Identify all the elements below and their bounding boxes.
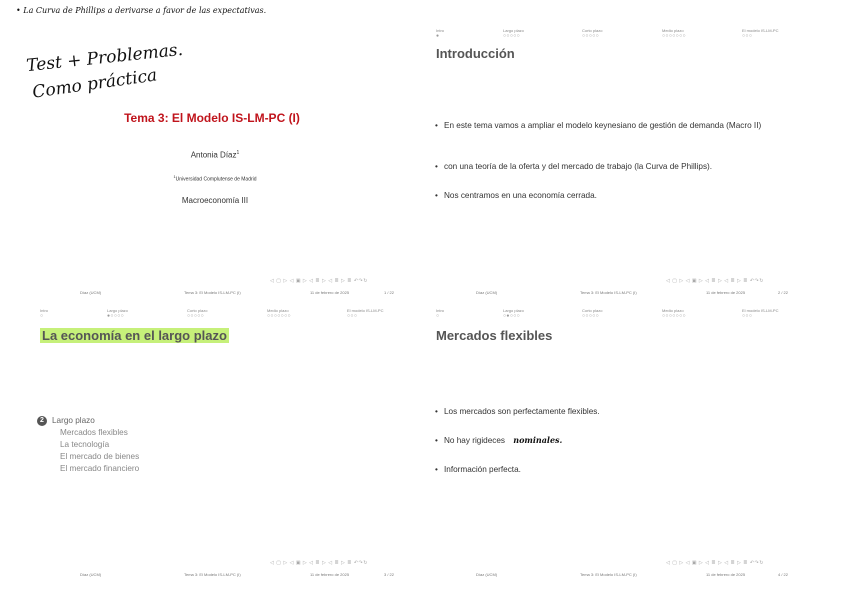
frame-title: Mercados flexibles bbox=[436, 328, 553, 343]
bullet-item: • con una teoría de la oferta y del mercado de trabajo (la Curva de Phillips). bbox=[435, 162, 713, 171]
slide-largo-plazo bbox=[0, 300, 424, 600]
author-sup: 1 bbox=[236, 150, 240, 156]
nav-section-medio[interactable]: Medio plazo ○○○○○○○ bbox=[662, 308, 686, 319]
slide-mercados-flexibles bbox=[424, 300, 848, 600]
bullet-item: • En este tema vamos a ampliar el modelo keynesiano de gestión de demanda (Macro II) bbox=[435, 121, 762, 130]
slide-introduccion bbox=[424, 0, 848, 300]
footer-talk: Tema 3: El Modelo IS-LM-PC (I) bbox=[184, 290, 241, 295]
footer-date: 11 de febrero de 2025 bbox=[706, 290, 746, 295]
nav-section-largo[interactable]: Largo plazo ●○○○○ bbox=[107, 308, 128, 319]
footer-page: 3 / 22 bbox=[384, 572, 395, 577]
slide-title bbox=[0, 0, 424, 300]
bullet-item: • Información perfecta. bbox=[435, 465, 521, 474]
nav-section-largo[interactable]: Largo plazo ○●○○○ bbox=[503, 308, 524, 319]
toc-subsection[interactable]: El mercado financiero bbox=[60, 464, 140, 473]
frame-title-highlighted: La economía en el largo plazo bbox=[42, 328, 227, 343]
footer-talk: Tema 3: El Modelo IS-LM-PC (I) bbox=[580, 572, 637, 577]
course-name: Macroeconomía III bbox=[181, 196, 249, 205]
nav-section-medio[interactable]: Medio plazo ○○○○○○○ bbox=[662, 28, 686, 39]
handwritten-top-note: • La Curva de Phillips a derivarse a favor de las expectativas. bbox=[16, 6, 267, 15]
nav-section-corto[interactable]: Corto plazo ○○○○○ bbox=[582, 308, 603, 319]
footer-talk: Tema 3: El Modelo IS-LM-PC (I) bbox=[184, 572, 241, 577]
bullet-item: • Los mercados son perfectamente flexibles. bbox=[435, 407, 600, 416]
nav-section-intro[interactable]: Intro ○ bbox=[436, 308, 445, 319]
nav-section-corto[interactable]: Corto plazo ○○○○○ bbox=[187, 308, 208, 319]
handwritten-test-note: Test + Problemas. bbox=[25, 39, 184, 77]
beamer-navigation-icons[interactable]: ◁ ▢ ▷ ◁ ▣ ▷ ◁ ≣ ▷ ◁ ≣ ▷ ≣ ↶↷↻ bbox=[666, 278, 764, 284]
nav-section-medio[interactable]: Medio plazo ○○○○○○○ bbox=[267, 308, 291, 319]
footer-date: 11 de febrero de 2025 bbox=[310, 290, 350, 295]
footer-page: 4 / 22 bbox=[778, 572, 789, 577]
nav-section-intro[interactable]: Intro ○ bbox=[40, 308, 49, 319]
affiliation bbox=[0, 174, 424, 183]
author-text: Antonia Díaz bbox=[190, 150, 237, 160]
footer-author: Díaz (UCM) bbox=[476, 572, 498, 577]
presentation-title: Tema 3: El Modelo IS-LM-PC (I) bbox=[124, 111, 300, 125]
nav-section-islmpc[interactable]: El modelo IS-LM-PC ○○○ bbox=[347, 308, 384, 319]
footer-date: 11 de febrero de 2025 bbox=[706, 572, 746, 577]
beamer-navigation-icons[interactable]: ◁ ▢ ▷ ◁ ▣ ▷ ◁ ≣ ▷ ◁ ≣ ▷ ≣ ↶↷↻ bbox=[666, 560, 764, 566]
nav-section-islmpc[interactable]: El modelo IS-LM-PC ○○○ bbox=[742, 28, 779, 39]
toc-section[interactable]: Largo plazo bbox=[52, 416, 95, 425]
affiliation-sup: 1 bbox=[173, 174, 176, 179]
nav-section-intro[interactable]: Intro ● bbox=[436, 28, 445, 39]
beamer-navigation-icons[interactable]: ◁ ▢ ▷ ◁ ▣ ▷ ◁ ≣ ▷ ◁ ≣ ▷ ≣ ↶↷↻ bbox=[270, 560, 368, 566]
footer-author: Díaz (UCM) bbox=[476, 290, 498, 295]
nav-section-corto[interactable]: Corto plazo ○○○○○ bbox=[582, 28, 603, 39]
footer-author: Díaz (UCM) bbox=[80, 290, 102, 295]
handwritten-practice-note: Como práctica bbox=[31, 65, 159, 103]
section-number-badge: 2 bbox=[37, 416, 47, 426]
footer-date: 11 de febrero de 2025 bbox=[310, 572, 350, 577]
author-name bbox=[0, 150, 424, 160]
toc-subsection[interactable]: Mercados flexibles bbox=[60, 428, 128, 437]
nav-section-islmpc[interactable]: El modelo IS-LM-PC ○○○ bbox=[742, 308, 779, 319]
footer-page: 2 / 22 bbox=[778, 290, 789, 295]
footer-author: Díaz (UCM) bbox=[80, 572, 102, 577]
footer-page: 1 / 22 bbox=[384, 290, 395, 295]
handwritten-marginal-note: nominales. bbox=[513, 435, 563, 445]
footer-talk: Tema 3: El Modelo IS-LM-PC (I) bbox=[580, 290, 637, 295]
toc-subsection[interactable]: El mercado de bienes bbox=[60, 452, 140, 461]
affiliation-text: Universidad Complutense de Madrid bbox=[175, 176, 257, 183]
nav-section-largo[interactable]: Largo plazo ○○○○○ bbox=[503, 28, 524, 39]
beamer-navigation-icons[interactable]: ◁ ▢ ▷ ◁ ▣ ▷ ◁ ≣ ▷ ◁ ≣ ▷ ≣ ↶↷↻ bbox=[270, 278, 368, 284]
bullet-item: • No hay rigideces nominales. bbox=[435, 435, 563, 445]
toc-subsection[interactable]: La tecnología bbox=[60, 440, 110, 449]
bullet-item: • Nos centramos en una economía cerrada. bbox=[435, 191, 597, 200]
frame-title: Introducción bbox=[436, 46, 515, 61]
